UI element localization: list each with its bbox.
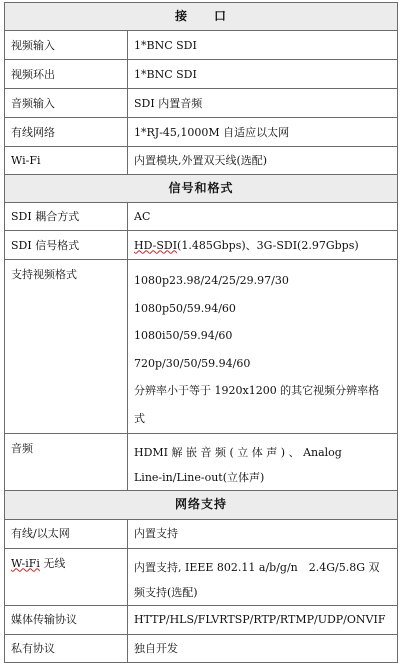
table-row [5,60,398,89]
list-item: 1080p50/59.94/60 [134,301,236,315]
row-value: HTTP/HLS/FLVRTSP/RTP/RTMP/UDP/ONVIF [128,605,398,634]
text-line: Line-in/Line-out(立体声) [134,470,265,484]
section-title-interface: 接 口 [5,3,398,31]
row-value: SDI 内置音频 [128,89,398,118]
row-key: 有线/以太网 [5,519,128,548]
table-row [5,147,398,175]
row-key: 媒体传输协议 [5,605,128,634]
text-line: 内置支持, IEEE 802.11 a/b/g/n 2.4G/5.8G 双 [134,560,380,574]
video-format-list [128,260,398,434]
table-row [5,519,398,548]
table-row [5,231,398,260]
section-title-network: 网络支持 [5,490,398,519]
row-key-rest: 无线 [39,556,66,570]
table-row [5,548,398,605]
row-key: 音频输入 [5,89,128,118]
row-value: 独自开发 [128,634,398,662]
spellcheck-underlined-text: W-iFi [11,556,40,570]
table-row [5,118,398,147]
section-header-row [5,3,398,31]
list-item: 分辨率小于等于 1920x1200 的其它视频分辨率格 [134,384,380,398]
list-item: 720p/30/50/59.94/60 [134,356,251,370]
row-value: 内置模块,外置双天线(选配) [128,147,398,175]
row-key: SDI 信号格式 [5,231,128,260]
section-header-row [5,175,398,203]
section-title-signal: 信号和格式 [5,175,398,203]
row-key: 音频 [5,433,128,490]
row-value: 1*RJ-45,1000M 自适应以太网 [128,118,398,147]
spellcheck-underlined-text: HD-SDI [134,238,178,252]
row-value-rest: (1.485Gbps)、3G-SDI(2.97Gbps) [177,238,359,252]
table-row [5,433,398,490]
table-row [5,634,398,662]
row-key: 私有协议 [5,634,128,662]
table-row [5,260,398,434]
list-item: 1080i50/59.94/60 [134,329,233,343]
row-key: 有线网络 [5,118,128,147]
row-key: 支持视频格式 [5,260,128,434]
row-value [128,231,398,260]
row-value [128,548,398,605]
text-line: 频支持(选配) [134,585,198,599]
text-line: HDMI 解 嵌 音 频 ( 立 体 声 ) 、 Analog [134,445,342,459]
table-row [5,31,398,60]
row-value: 1*BNC SDI [128,31,398,60]
row-key: 视频环出 [5,60,128,89]
table-row [5,89,398,118]
row-value: 内置支持 [128,519,398,548]
row-value: 1*BNC SDI [128,60,398,89]
list-item: 式 [134,411,145,425]
row-value: AC [128,203,398,231]
row-key [5,548,128,605]
list-item: 1080p23.98/24/25/29.97/30 [134,274,289,287]
row-key: 视频输入 [5,31,128,60]
table-row [5,203,398,231]
row-key: Wi-Fi [5,147,128,175]
table-row [5,605,398,634]
section-header-row [5,490,398,519]
spec-table [4,2,398,663]
row-key: SDI 耦合方式 [5,203,128,231]
row-value [128,433,398,490]
